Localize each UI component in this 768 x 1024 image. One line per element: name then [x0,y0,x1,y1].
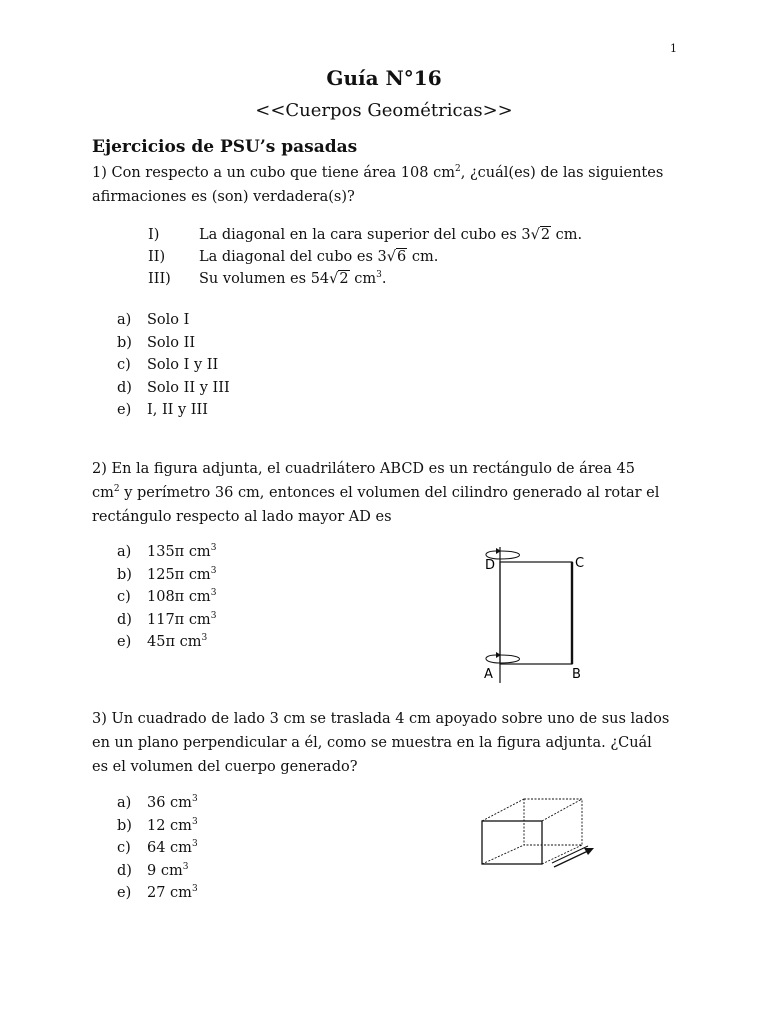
question-1-text [92,161,682,209]
question-3-line-3: es el volumen del cuerpo generado? [92,759,358,775]
label-d: D [485,558,496,573]
label-a: A [484,667,493,682]
option-e[interactable]: e) I, II y III [117,402,208,418]
label-b: B [572,667,581,682]
option-b[interactable]: b) 125π $cm^3$ [117,565,217,583]
label-c: C [575,556,585,571]
page-title: Guía N°16 [326,66,442,90]
question-1-line-1: 1) Con respecto a un cubo que tiene área 108 $cm^2$, ¿cuál(es) de las siguientes [92,164,664,181]
statement-2: II) La diagonal del cubo es 3√6 cm. [148,249,439,265]
section-title: Ejercicios de PSU’s pasadas [92,137,358,157]
option-d[interactable]: d) 9 $cm^3$ [117,861,189,879]
option-a[interactable]: a) Solo I [117,312,190,328]
page-number: 1 [670,42,677,55]
rectangle-abcd [500,562,572,664]
prism-figure [478,794,598,874]
question-1-options [117,309,417,422]
edge-bottom-right [542,845,582,864]
option-b[interactable]: b) Solo II [117,334,196,351]
question-1-statements [148,224,648,294]
edge-top-left [482,799,524,821]
question-3-text [92,707,682,779]
option-b[interactable]: b) 12 $cm^3$ [117,816,198,834]
edge-top-right [542,799,582,821]
statement-3: III) Su volumen es 54√2 $cm^3$. [148,270,387,287]
translation-arrow-shadow [552,846,588,863]
back-face [524,799,582,845]
rectangle-rotation-figure [478,545,598,685]
statement-1: I) La diagonal en la cara superior del cubo es 3√2 cm. [148,227,583,243]
option-e[interactable]: e) 45π $cm^3$ [117,633,208,650]
option-a[interactable]: a) 36 $cm^3$ [117,794,198,811]
rotation-arrow-bottom [486,655,520,663]
translation-arrow [554,850,590,867]
page-subtitle: <<Cuerpos Geométricas>> [255,100,513,121]
option-d[interactable]: d) Solo II y III [117,379,230,396]
front-face [482,821,542,864]
question-3-line-2: en un plano perpendicular a él, como se muestra en la figura adjunta. ¿Cuál [92,735,652,751]
question-2-line-3: rectángulo respecto al lado mayor AD es [92,509,392,525]
edge-bottom-left [482,845,524,864]
option-e[interactable]: e) 27 $cm^3$ [117,884,198,901]
option-c[interactable]: c) 108π $cm^3$ [117,588,217,605]
question-2-line-2: $cm^2$ y perímetro 36 cm, entonces el volumen del cilindro generado al rotar el [92,484,660,501]
option-c[interactable]: c) 64 $cm^3$ [117,839,198,856]
question-2-options [117,541,417,654]
question-2-line-1: 2) En la figura adjunta, el cuadrilátero ABCD es un rectángulo de área 45 [92,461,635,477]
option-d[interactable]: d) 117π $cm^3$ [117,610,217,628]
question-2-text [92,457,682,529]
question-3-options [117,792,417,905]
question-1-line-2: afirmaciones es (son) verdadera(s)? [92,189,355,205]
question-3-line-1: 3) Un cuadrado de lado 3 cm se traslada 4 cm apoyado sobre uno de sus lados [92,711,670,727]
option-c[interactable]: c) Solo I y II [117,357,219,373]
option-a[interactable]: a) 135π $cm^3$ [117,543,217,560]
